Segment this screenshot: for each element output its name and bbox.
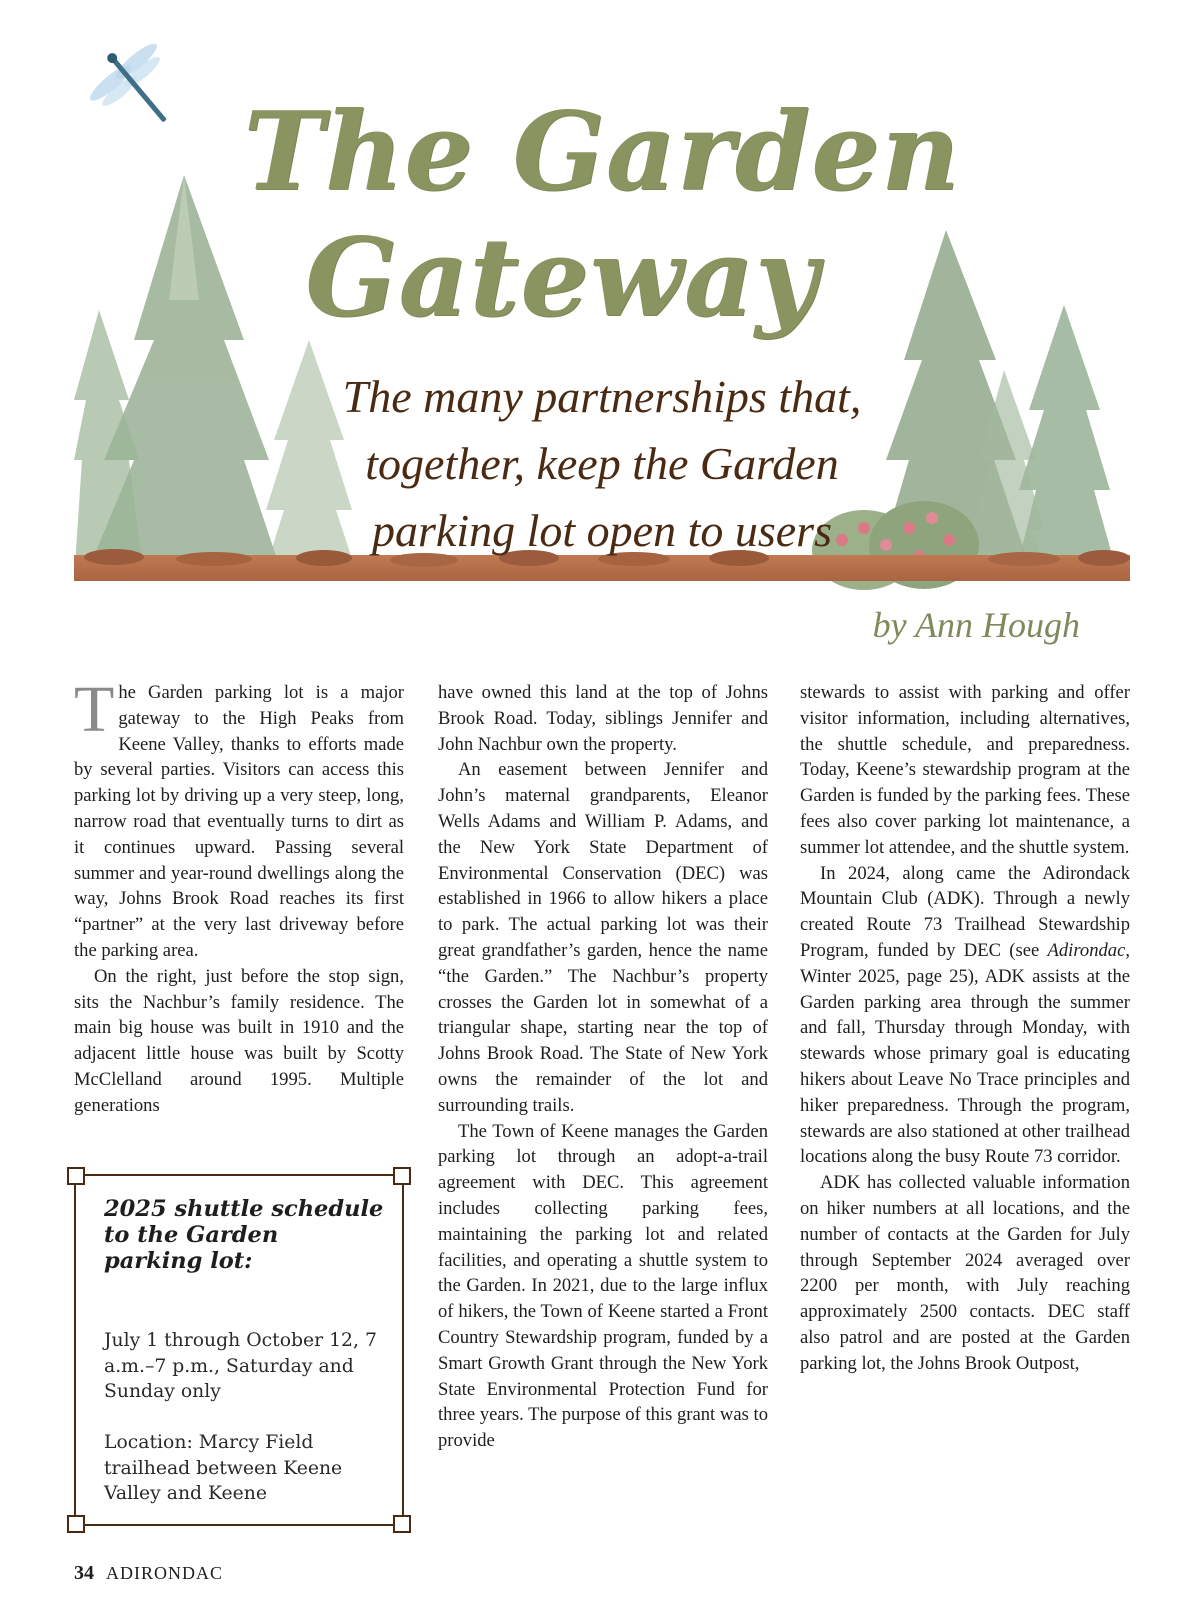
article-column-3 (800, 680, 1130, 1377)
paragraph-text: , Winter 2025, page 25), ADK assists at the Garden parking area through the summer and fall, Thursday through Monday, with stewards whose primary goal is educating hikers about Leave No Trace principles and hiker preparedness. Through the program, stewards are also stationed at other trailhead locations along the busy Route 73 corridor. (800, 939, 1130, 1168)
article-column-2 (438, 680, 768, 1454)
sidebar-location-text: Location: Marcy Field trailhead between Keene Valley and Keene (104, 1432, 343, 1504)
header-illustration (74, 40, 1130, 600)
drop-cap: T (74, 673, 115, 746)
paragraph (74, 673, 404, 964)
paragraph: ADK has collected valuable information on hiker numbers at all locations, and the number of contacts at the Garden for July through September 2024 averaged over 2200 per month, with July reaching approximately 2500 contacts. DEC staff also patrol and are posted at the Garden parking lot, the Johns Brook Outpost, (800, 1172, 1130, 1374)
article-column-1 (74, 673, 404, 1119)
corner-ornament-icon (67, 1167, 85, 1185)
paragraph-text: he Garden parking lot is a major gateway to the High Peaks from Keene Valley, thanks to efforts made by several parties. Visitors can access this parking lot by driving up a very steep, long, narrow road that eventually turns to dirt as it continues upward. Passing several summer and year-round dwellings along the way, Johns Brook Road reaches its first “partner” at the very last driveway before the parking area. (74, 682, 404, 961)
page-number: 34 (74, 1562, 94, 1584)
shuttle-schedule-box (74, 1174, 404, 1526)
article-subtitle-line-1: The many partnerships that, (342, 371, 862, 422)
paragraph: have owned this land at the top of Johns Brook Road. Today, siblings Jennifer and John Nachbur own the property. (438, 682, 768, 755)
article-title-line-2: Gateway (305, 215, 819, 341)
page-footer (74, 1562, 223, 1585)
paragraph: On the right, just before the stop sign, sits the Nachbur’s family residence. The main big house was built in 1910 and the adjacent little house was built by Scotty McClelland around 1995. Multiple generations (74, 965, 404, 1116)
article-subtitle-line-3: parking lot open to users (372, 505, 832, 556)
magazine-name: ADIRONDAC (106, 1563, 223, 1583)
corner-ornament-icon (393, 1515, 411, 1533)
byline: by Ann Hough (872, 605, 1080, 645)
article-title-line-1: The Garden (243, 89, 961, 215)
article-subtitle-line-2: together, keep the Garden (365, 438, 839, 489)
paragraph (800, 861, 1130, 1171)
sidebar-schedule-text: July 1 through October 12, 7 a.m.–7 p.m., Saturday and Sunday only (104, 1330, 377, 1402)
paragraph-text: In 2024, along came the Adirondack Mountain Club (ADK). Through a newly created Route 73 Trailhead Stewardship Program, funded by DEC (see (800, 862, 1130, 961)
paragraph: stewards to assist with parking and offer visitor information, including alternatives, the shuttle schedule, and preparedness. Today, Keene’s stewardship program at the Garden is funded by the parking fees. These fees also cover parking lot maintenance, a summer lot attendee, and the shuttle system. (800, 682, 1130, 858)
paragraph: An easement between Jennifer and John’s maternal grandparents, Eleanor Wells Adams and William P. Adams, and the New York State Department of Environmental Conservation (DEC) was established in 1966 to allow hikers a place to park. The actual parking lot was their great grandfather’s garden, hence the name “the Garden.” The Nachbur’s property crosses the Garden lot in somewhat of a triangular shape, starting near the top of Johns Brook Road. The State of New York owns the remainder of the lot and surrounding trails. (438, 759, 768, 1116)
sidebar-title: 2025 shuttle schedule to the Garden parking lot: (104, 1196, 384, 1274)
paragraph: The Town of Keene manages the Garden parking lot through an adopt-a-trail agreement with DEC. This agreement includes collecting parking fees, maintaining the parking lot and related facilities, and operating a shuttle system to the Garden. In 2021, due to the large influx of hikers, the Town of Keene started a Front Country Stewardship program, funded by a Smart Growth Grant through the New York State Environmental Protection Fund for three years. The purpose of this grant was to provide (438, 1120, 768, 1452)
magazine-title-italic: Adirondac (1047, 939, 1126, 961)
corner-ornament-icon (67, 1515, 85, 1533)
corner-ornament-icon (393, 1167, 411, 1185)
